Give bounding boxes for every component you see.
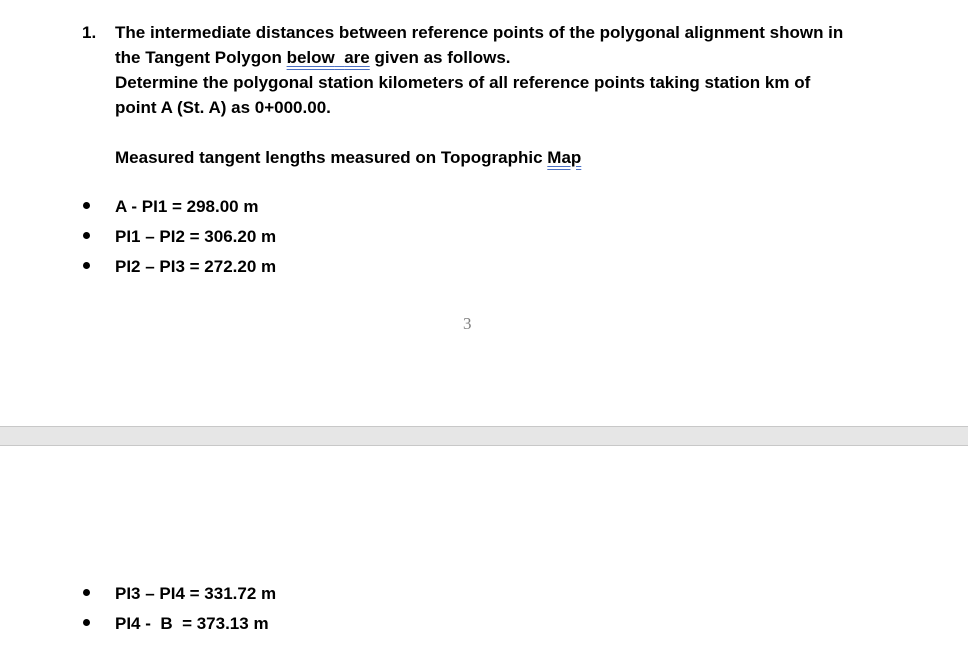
question-paragraph[interactable] xyxy=(115,20,915,120)
list-item[interactable] xyxy=(0,608,600,638)
subheading-text: Measured tangent lengths measured on Topographic xyxy=(115,148,548,167)
question-line-4: point A (St. A) as 0+000.00. xyxy=(115,98,331,117)
bullet-icon xyxy=(83,202,90,209)
grammar-flag-map[interactable]: Map xyxy=(547,148,582,167)
question-line-3: Determine the polygonal station kilometers of all reference points taking station km of xyxy=(115,73,811,92)
grammar-flag-below[interactable]: below xyxy=(286,48,335,67)
bullet-icon xyxy=(83,262,90,269)
question-line-2-end: given as follows. xyxy=(369,48,511,67)
grammar-flag-are[interactable]: are xyxy=(344,48,370,67)
subheading[interactable] xyxy=(115,145,915,170)
question-line-2-start: the Tangent Polygon xyxy=(115,48,287,67)
list-item-text: PI4 - B = 373.13 m xyxy=(115,614,269,633)
document-page-2 xyxy=(0,447,968,652)
page-break-gap xyxy=(0,426,968,446)
question-line-1: The intermediate distances between reference points of the polygonal alignment shown in xyxy=(115,23,844,42)
grammar-flag-gap[interactable] xyxy=(335,48,344,67)
page-number: 3 xyxy=(463,314,472,333)
list-item-text: PI3 – PI4 = 331.72 m xyxy=(115,584,277,603)
list-item[interactable] xyxy=(0,221,600,251)
bullet-icon xyxy=(83,589,90,596)
bullet-icon xyxy=(83,232,90,239)
list-item-text: PI2 – PI3 = 272.20 m xyxy=(115,257,277,276)
bullet-icon xyxy=(83,619,90,626)
list-item[interactable] xyxy=(0,251,600,281)
list-item-text: A - PI1 = 298.00 m xyxy=(115,197,259,216)
list-item-text: PI1 – PI2 = 306.20 m xyxy=(115,227,277,246)
question-line-2 xyxy=(115,45,915,70)
list-item[interactable] xyxy=(0,578,600,608)
list-number: 1. xyxy=(82,23,97,42)
list-item[interactable] xyxy=(0,191,600,221)
